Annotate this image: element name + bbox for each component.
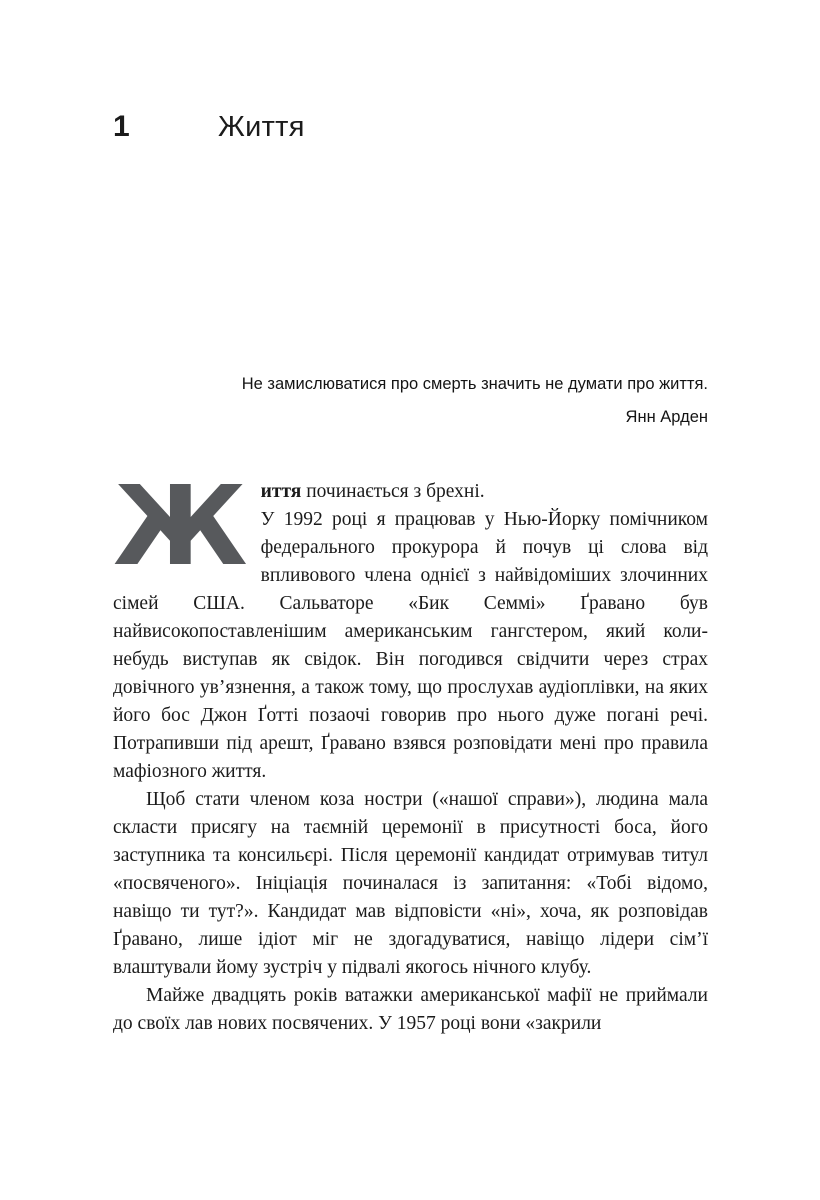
body-paragraph-2: Щоб стати членом коза ностри («нашої справи»), людина мала скласти присягу на таємній церемонії в присутності боса, його заступника та консильєрі. Після церемонії кандидат отримував титул «посвяченого». Ініціація починалася із запитання: «Тобі відомо, навіщо ти тут?». Кандидат мав відповісти «ні», хоча, як розповідав Ґравано, лише ідіот міг не здогадуватися, навіщо лідери сім’ї влаштували йому зустріч у підвалі якогось нічного клубу. bbox=[113, 789, 708, 978]
body-paragraph-1: У 1992 році я працював у Нью-Йорку помічником федерального прокурора й почув ці слова від впливового члена однієї з найвідоміших злочинних сімей США. Сальваторе «Бик Семмі» Ґравано був найвисокопоставленішим американським гангстером, який коли-небудь виступав як свідок. Він погодився свідчити через страх довічного ув’язнення, а також тому, що прослухав аудіоплівки, на яких його бос Джон Ґотті позаочі говорив про нього дуже погані речі. Потрапивши під арешт, Ґравано взявся розповідати мені про правила мафіозного життя. bbox=[113, 509, 708, 782]
lead-rest: починається з брехні. bbox=[301, 481, 485, 502]
body-paragraph-3: Майже двадцять років ватажки американської мафії не приймали до своїх лав нових посвячених. У 1957 році вони «закрили bbox=[113, 985, 708, 1034]
chapter-header bbox=[113, 110, 708, 144]
body-text bbox=[113, 462, 708, 1038]
epigraph-text: Не замислюватися про смерть значить не думати про життя. bbox=[241, 375, 708, 393]
epigraph-attribution: Янн Арден bbox=[625, 408, 708, 427]
lead-word-bold: иття bbox=[260, 481, 302, 502]
epigraph bbox=[113, 374, 708, 429]
drop-cap: Ж bbox=[113, 462, 248, 590]
chapter-number: 1 bbox=[113, 110, 131, 143]
chapter-title: Життя bbox=[218, 111, 305, 143]
